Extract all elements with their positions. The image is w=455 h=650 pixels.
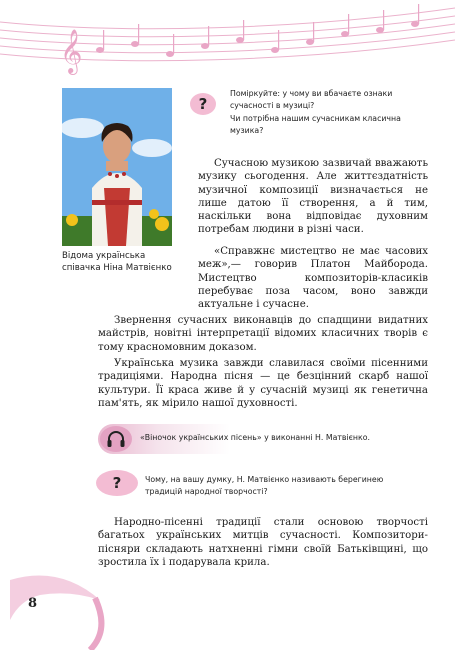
paragraph-1: Сучасною музикою зазвичай вважають музику сьогодення. Але життєздатність музичної композиції визначається не лише датою її створення, а й тим, наскільки вона відповідає духовним потребам людини в різні часи. [198, 158, 428, 236]
music-staff-decoration [0, 0, 455, 80]
paragraph-4: Українська музика завжди славилася своїми пісенними традиціями. Народна пісня — це безцінний скарб нашої культури. Її краса живе й у сучасній музиці як генетична пам'ять, як мірило нашої духовності. [98, 358, 428, 409]
page-number: 8 [28, 596, 38, 611]
page-corner-decoration [0, 570, 120, 650]
question-icon-bottom: ? [96, 470, 138, 496]
question-top-line1: Поміркуйте: у чому ви вбачаєте ознаки сучасності в музиці? [230, 89, 393, 110]
listening-text: «Віночок українських пісень» у виконанні Н. Матвієнко. [140, 433, 370, 442]
singer-photo [62, 88, 172, 246]
paragraph-5: Народно-пісенні традиції стали основою творчості багатьох українських митців сучасності. Композитори-пісняри складають натхненні гімни своїй Батьківщині, що зростила їх і подарувала крила. [98, 517, 428, 568]
question-icon: ? [190, 93, 216, 115]
photo-caption: Відома українська співачка Ніна Матвієнко [62, 251, 172, 273]
svg-text:𝄞: 𝄞 [60, 29, 83, 73]
question-bottom: Чому, на вашу думку, Н. Матвієнко називають берегинею традицій народної творчості? [145, 475, 384, 496]
paragraph-2: «Справжнє мистецтво не має часових меж»,— говорив Платон Майборода. Мистецтво композиторів-класиків перебуває поза часом, воно завжди актуальне і сучасне. [198, 246, 428, 311]
headphones-icon [100, 426, 132, 452]
question-top-line2: Чи потрібна нашим сучасникам класична музика? [230, 114, 401, 135]
paragraph-3: Звернення сучасних виконавців до спадщини видатних майстрів, новітні інтерпретації відомих класичних творів є тому красномовним доказом. [98, 315, 428, 353]
